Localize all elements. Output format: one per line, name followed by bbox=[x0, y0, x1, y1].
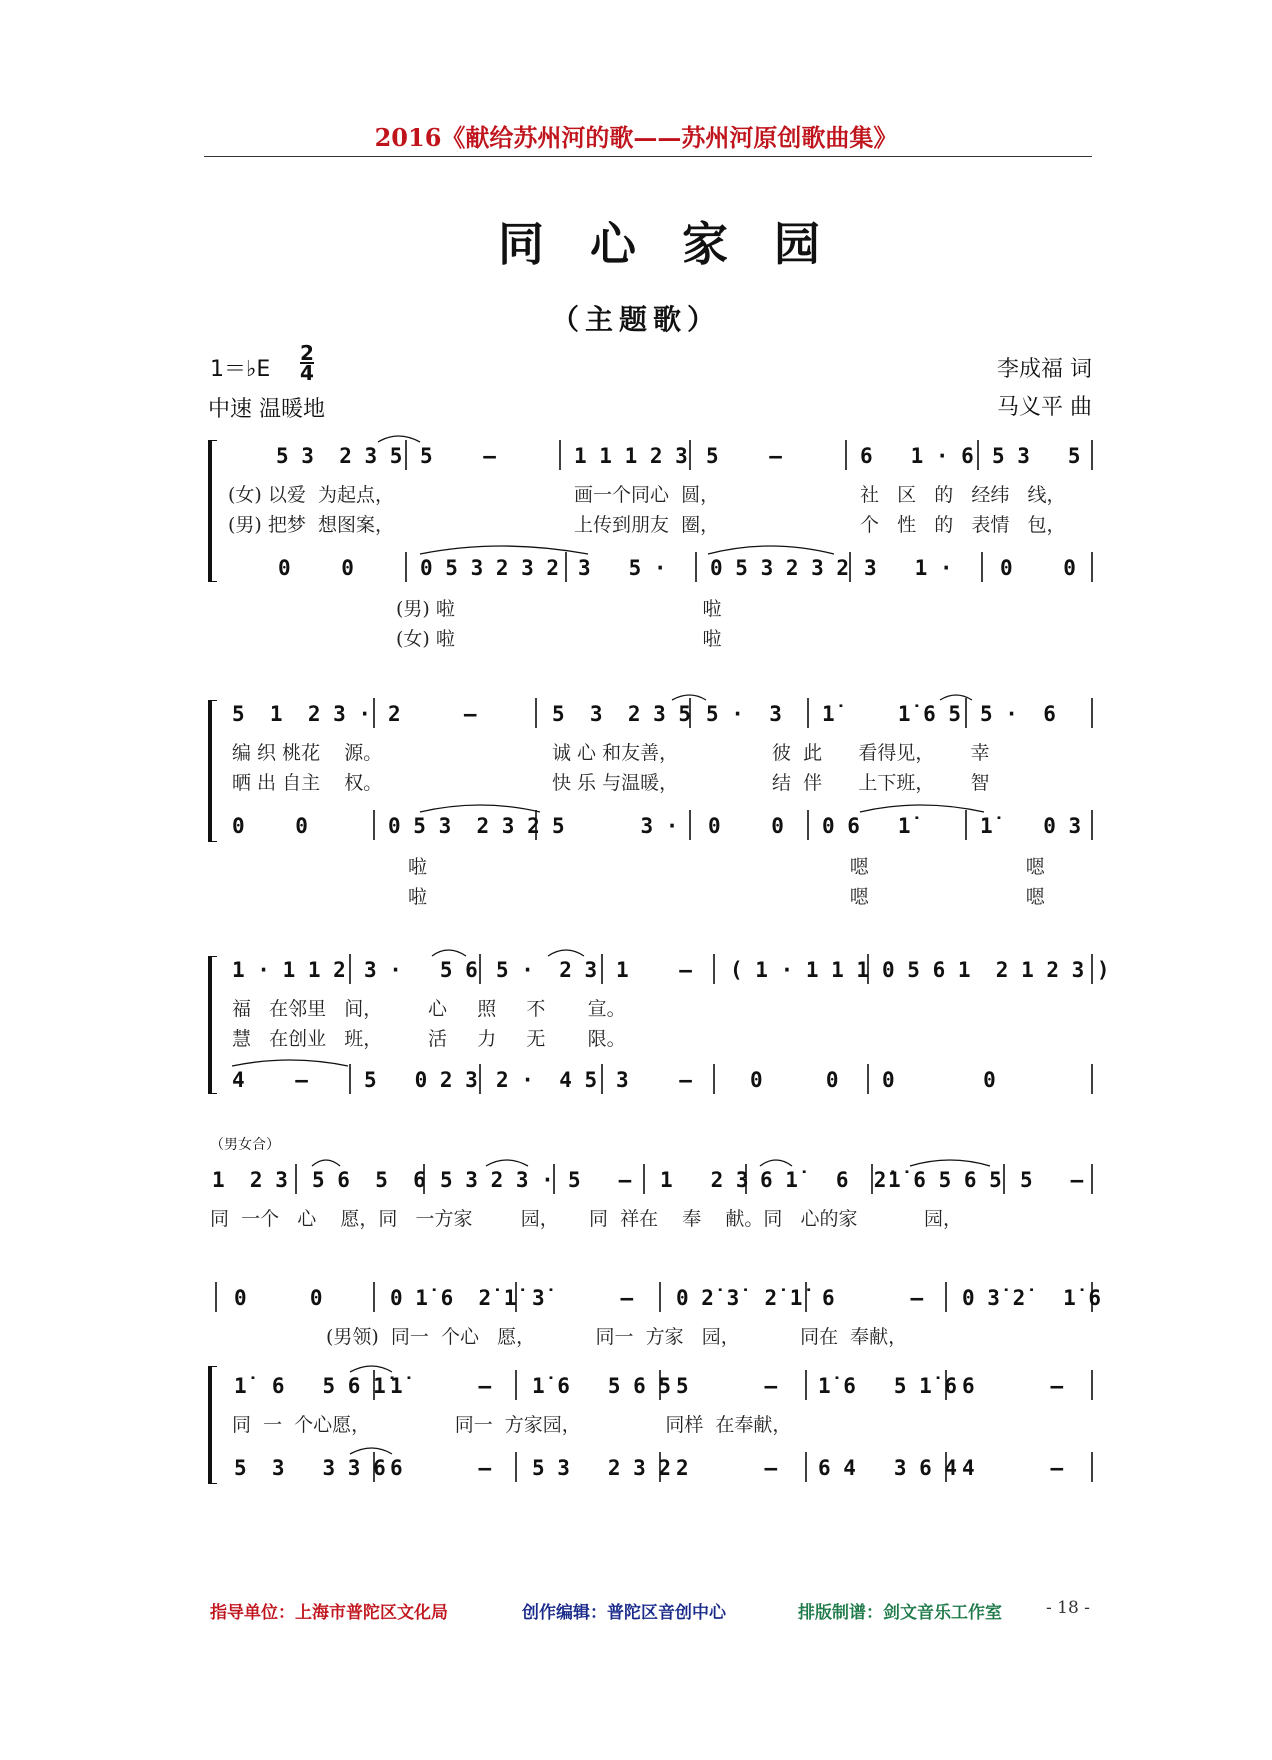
measure: 6 4 3 6 4 bbox=[818, 1456, 958, 1480]
page-number: - 18 - bbox=[1046, 1598, 1090, 1618]
measure: 5 3 2 3 5 bbox=[552, 702, 692, 726]
lyric: 快 乐 与温暖， bbox=[552, 772, 679, 794]
system-brace bbox=[208, 440, 217, 582]
lyric: (女) 以爱 为起点， bbox=[228, 484, 394, 506]
system-brace bbox=[208, 700, 217, 842]
measure: 5 – bbox=[1020, 1168, 1084, 1192]
lyric: (男) 啦 啦 bbox=[396, 598, 722, 620]
lyric: 画一个同心 圆， bbox=[574, 484, 720, 506]
measure: 1 – bbox=[616, 958, 692, 982]
measure: 0 5 3 2 3 2 bbox=[420, 556, 560, 580]
measure: 6 1 · 6 bbox=[860, 444, 974, 468]
measure: 1̇ 1̇ 6 5 bbox=[822, 702, 962, 726]
key-signature: 1＝♭E bbox=[210, 357, 271, 382]
measure: 0 0 bbox=[234, 1286, 323, 1310]
measure: 3 5 · bbox=[578, 556, 667, 580]
lyricist-credit: 李成福 词 bbox=[997, 357, 1092, 382]
measure: 5 · 3 bbox=[706, 702, 782, 726]
measure: 0 5 3 2 3 2 bbox=[388, 814, 540, 838]
measure: 5 3 2 3 2 bbox=[532, 1456, 672, 1480]
measure: 5 3 3 3 6 bbox=[234, 1456, 386, 1480]
measure: ( 1 · 1 1 1 bbox=[730, 958, 870, 982]
measure: 0 3̇ 2̇ 1̇ 6 bbox=[962, 1286, 1102, 1310]
measure: 1 2 3 bbox=[212, 1168, 288, 1192]
measure: 5 0 2 3 bbox=[364, 1068, 478, 1092]
measure: 1̇ 0 3 bbox=[980, 814, 1082, 838]
tempo-marking: 中速 温暖地 bbox=[208, 397, 325, 422]
measure: 1̇ 6 5 6 1̇ bbox=[234, 1374, 386, 1398]
measure: 1 2 3 bbox=[660, 1168, 749, 1192]
measure: 0 0 bbox=[708, 814, 784, 838]
lyric: 个 性 的 表情 包， bbox=[860, 514, 1066, 536]
measure: 0 5 3 2 3 2 bbox=[710, 556, 850, 580]
footer-typeset: 排版制谱：剑文音乐工作室 bbox=[798, 1603, 1002, 1623]
measure: 0 0 bbox=[882, 1068, 996, 1092]
measure: 5 3 2 3 · bbox=[440, 1168, 554, 1192]
lyric: 啦 嗯 嗯 bbox=[408, 886, 1045, 908]
measure: 5 – bbox=[676, 1374, 778, 1398]
system-brace bbox=[208, 1366, 217, 1484]
measure: 0 0 bbox=[278, 556, 354, 580]
collection-header: 2016《献给苏州河的歌——苏州河原创歌曲集》 bbox=[374, 123, 898, 152]
time-signature bbox=[300, 341, 314, 385]
lyric: 晒 出 自主 权。 bbox=[232, 772, 383, 794]
measure: 0 2̇ 3̇ 2̇ 1̇ bbox=[676, 1286, 803, 1310]
measure: 5 6 5 6 bbox=[312, 1168, 426, 1192]
time-bottom: 4 bbox=[300, 361, 314, 385]
lyric: 结 伴 上下班， 智 bbox=[772, 772, 990, 794]
measure: 6 – bbox=[822, 1286, 924, 1310]
measure: 1̇ 6 5 1̇ 6 bbox=[818, 1374, 958, 1398]
section-label: （男女合） bbox=[210, 1137, 280, 1153]
measure: 5 1 2 3 · bbox=[232, 702, 372, 726]
measure: 6 1̇ 6 2̇ bbox=[760, 1168, 887, 1192]
measure: 1 1 1 2 3 bbox=[574, 444, 688, 468]
lyric: 活 力 无 限。 bbox=[428, 1028, 626, 1050]
measure: 0 6 1̇ bbox=[822, 814, 911, 838]
lyric: 啦 嗯 嗯 bbox=[408, 856, 1045, 878]
lyric: 福 在邻里 间， bbox=[232, 998, 383, 1020]
time-top: 2 bbox=[300, 341, 314, 365]
lyric: 上传到朋友 圈， bbox=[574, 514, 720, 536]
measure: 5 – bbox=[420, 444, 496, 468]
measure: 5 3 5 bbox=[992, 444, 1081, 468]
measure: 1̇ 6 5 6 5 bbox=[532, 1374, 672, 1398]
lyric: 同 一个 心 愿，同 一方家 园， 同 祥在 奉 献。同 心的家 园， bbox=[210, 1208, 962, 1230]
page-footer bbox=[0, 1598, 1272, 1622]
header-rule bbox=[204, 156, 1092, 157]
lyric: (男) 把梦 想图案， bbox=[228, 514, 394, 536]
song-subtitle: （主题歌） bbox=[550, 303, 721, 336]
measure: 5 – bbox=[568, 1168, 632, 1192]
measure: 1̇ 6 5 6 5 bbox=[888, 1168, 1002, 1192]
measure: 6 – bbox=[962, 1374, 1064, 1398]
measure: 3 – bbox=[616, 1068, 692, 1092]
lyric: (男领) 同一 个心 愿， 同一 方家 园， 同在 奉献， bbox=[326, 1326, 908, 1348]
measure: 1̇ – bbox=[390, 1374, 492, 1398]
lyric: 心 照 不 宣。 bbox=[428, 998, 626, 1020]
system-brace bbox=[208, 956, 217, 1094]
song-title: 同心家园 bbox=[498, 217, 866, 271]
measure: 6 – bbox=[390, 1456, 492, 1480]
measure: 1 · 1 1 2 bbox=[232, 958, 346, 982]
measure: 3 1 · bbox=[864, 556, 953, 580]
lyric: (女) 啦 啦 bbox=[396, 628, 722, 650]
measure: 5 – bbox=[706, 444, 782, 468]
measure: 0 0 bbox=[232, 814, 308, 838]
measure: 5 3 · bbox=[552, 814, 679, 838]
measure: 2 – bbox=[676, 1456, 778, 1480]
lyric: 同 一 个心愿， 同一 方家园， 同样 在奉献， bbox=[232, 1414, 792, 1436]
measure: 0 0 bbox=[750, 1068, 839, 1092]
measure: 0 0 bbox=[1000, 556, 1076, 580]
footer-guide-unit: 指导单位：上海市普陀区文化局 bbox=[210, 1603, 448, 1623]
lyric: 编 织 桃花 源。 bbox=[232, 742, 383, 764]
measure: 2 – bbox=[388, 702, 477, 726]
measure: 3 · 5 6 bbox=[364, 958, 478, 982]
measure: 0 5 6 1 2 1 2 3 ) bbox=[882, 958, 1110, 982]
measure: 2 · 4 5 bbox=[496, 1068, 598, 1092]
footer-create-edit: 创作编辑：普陀区音创中心 bbox=[522, 1603, 726, 1623]
measure: 5 · 2 3 bbox=[496, 958, 598, 982]
lyric: 彼 此 看得见， 幸 bbox=[772, 742, 990, 764]
measure: 5 · 6 bbox=[980, 702, 1056, 726]
measure: 4 – bbox=[962, 1456, 1064, 1480]
lyric: 慧 在创业 班， bbox=[232, 1028, 383, 1050]
measure: 5 3 2 3 5 bbox=[276, 444, 403, 468]
lyric: 诚 心 和友善， bbox=[552, 742, 679, 764]
measure: 3̇ – bbox=[532, 1286, 634, 1310]
composer-credit: 马义平 曲 bbox=[997, 395, 1092, 420]
measure: 4 – bbox=[232, 1068, 308, 1092]
measure: 0 1̇ 6 2̇ 1̇ bbox=[390, 1286, 517, 1310]
lyric: 社 区 的 经纬 线， bbox=[860, 484, 1066, 506]
